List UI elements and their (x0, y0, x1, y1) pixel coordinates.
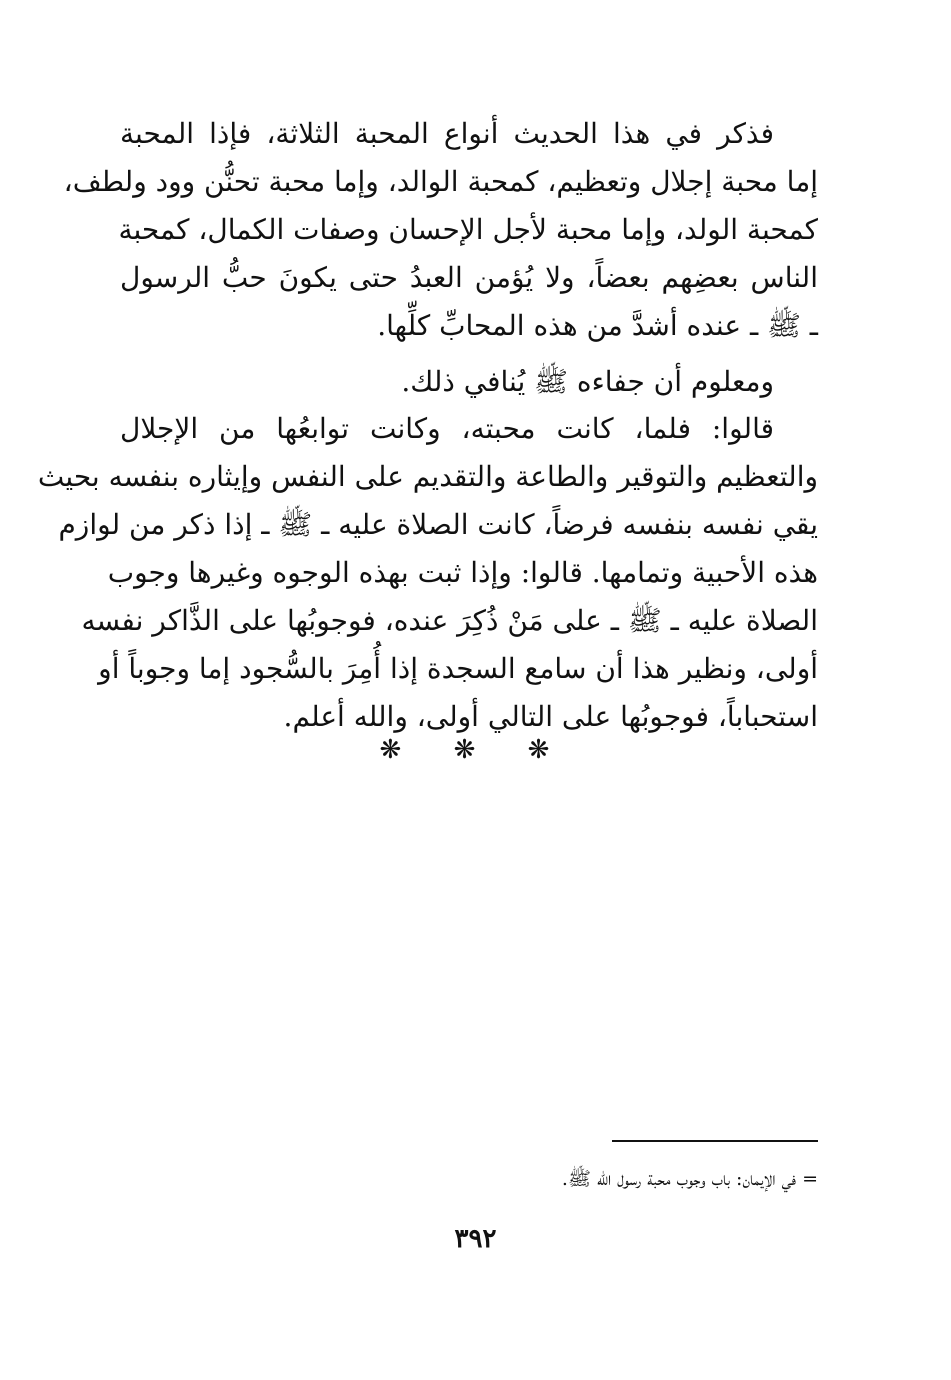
footnote: = في الإيمان: باب وجوب محبة رسول الله ﷺ. (561, 1168, 818, 1190)
text-line: يقي نفسه بنفسه فرضاً، كانت الصلاة عليه ـ ﷺ ـ إذا ذكر من لوازم (58, 508, 818, 541)
text-line: الصلاة عليه ـ ﷺ ـ على مَنْ ذُكِرَ عنده، فوجوبُها على الذَّاكر نفسه (81, 604, 818, 637)
text-line: ـ ﷺ ـ عنده أشدَّ من هذه المحابِّ كلِّها. (377, 309, 818, 342)
text-line: إما محبة إجلال وتعظيم، كمحبة الوالد، وإما محبة تحنُّن وود ولطف، (63, 165, 818, 198)
text-line: هذه الأحبية وتمامها. قالوا: وإذا ثبت بهذه الوجوه وغيرها وجوب (107, 556, 818, 589)
page-number: ٣٩٢ (454, 1224, 497, 1254)
text-line: قالوا: فلما، كانت محبته، وكانت توابعُها من الإجلال (120, 412, 774, 445)
text-line: ومعلوم أن جفاءه ﷺ يُنافي ذلك. (401, 365, 774, 398)
paragraph-1 (63, 110, 818, 350)
text-line: أولى، ونظير هذا أن سامع السجدة إذا أُمِرَ بالسُّجود إما وجوباً أو (98, 652, 818, 685)
text-line: الناس بعضِهم بعضاً، ولا يُؤمن العبدُ حتى يكونَ حبُّ الرسول (120, 261, 818, 294)
text-line: استحباباً، فوجوبُها على التالي أولى، والله أعلم. (283, 700, 818, 733)
paragraph-3 (37, 405, 818, 741)
text-line: كمحبة الولد، وإما محبة لأجل الإحسان وصفات الكمال، كمحبة (118, 213, 818, 246)
text-line: والتعظيم والتوقير والطاعة والتقديم على النفس وإيثاره بنفسه بحيث (37, 460, 818, 493)
section-separator: ❋ ❋ ❋ (379, 735, 572, 765)
text-line: فذكر في هذا الحديث أنواع المحبة الثلاثة، فإذا المحبة (120, 117, 774, 150)
footnote-rule (612, 1140, 818, 1142)
paragraph-2 (120, 358, 818, 406)
